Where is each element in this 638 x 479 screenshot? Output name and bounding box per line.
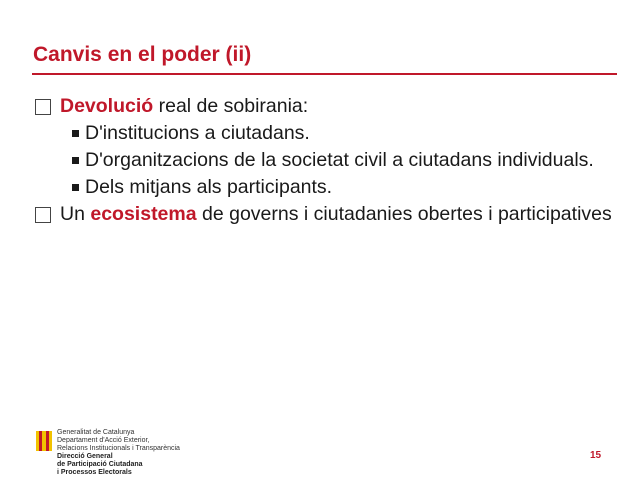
bullet-item-devolucio (35, 93, 615, 120)
generalitat-logo (36, 429, 180, 477)
sub-bullet-text: D'institucions a ciutadans. (85, 122, 310, 144)
logo-text (57, 429, 180, 477)
senyera-logo-icon (36, 431, 52, 451)
bullet-text: de governs i ciutadanies obertes i participatives (196, 203, 612, 225)
checkbox-bullet-icon (35, 99, 51, 115)
sub-bullet-item (35, 174, 615, 201)
page-number: 15 (590, 450, 602, 461)
logo-line: de Participació Ciutadana (57, 461, 143, 468)
logo-line: i Processos Electorals (57, 469, 132, 476)
highlight-devolucio: Devolució (60, 95, 154, 117)
title-divider (32, 73, 617, 75)
slide-content (35, 93, 615, 228)
logo-line: Generalitat de Catalunya (57, 429, 135, 436)
sub-bullet-item (35, 120, 615, 147)
bullet-text: real de sobirania: (153, 95, 309, 117)
sub-bullet-text: Dels mitjans als participants. (85, 176, 333, 198)
logo-line: Direcció General (57, 453, 113, 460)
sub-bullet-item (35, 147, 615, 174)
slide-title: Canvis en el poder (ii) (33, 43, 252, 66)
sub-bullet-text: D'organitzacions de la societat civil a ciutadans individuals. (85, 149, 594, 171)
bullet-item-ecosistema (35, 201, 615, 228)
square-bullet-icon (72, 184, 79, 191)
bullet-text: Un (60, 203, 91, 225)
checkbox-bullet-icon (35, 207, 51, 223)
square-bullet-icon (72, 130, 79, 137)
square-bullet-icon (72, 157, 79, 164)
logo-line: Departament d'Acció Exterior, (57, 437, 150, 444)
logo-line: Relacions Institucionals i Transparència (57, 445, 180, 452)
highlight-ecosistema: ecosistema (90, 203, 197, 225)
